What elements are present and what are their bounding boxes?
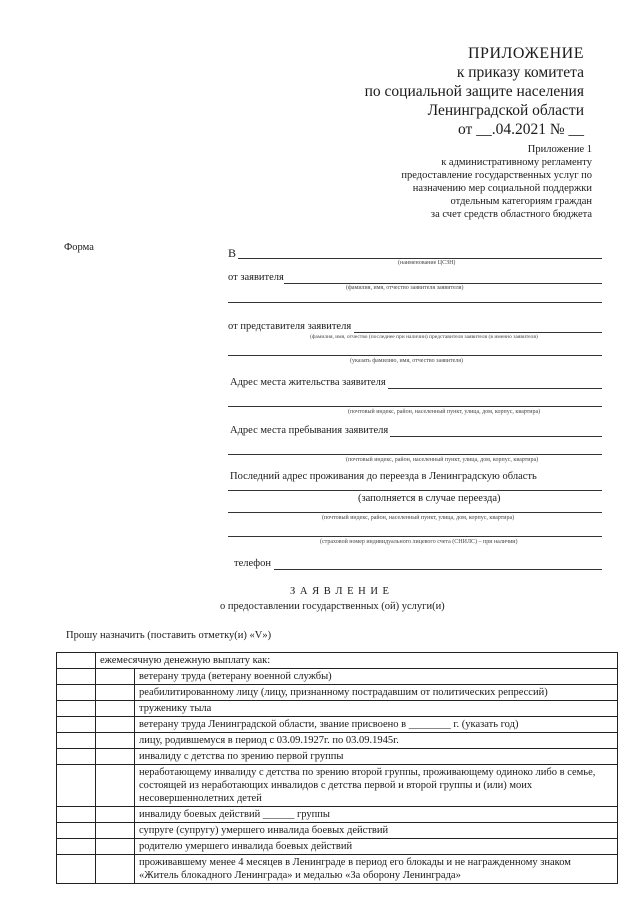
rep-field-line[interactable] <box>354 332 602 333</box>
checkbox-cell <box>57 685 96 701</box>
form-label: Форма <box>64 242 94 253</box>
checkbox-cell[interactable] <box>57 653 96 669</box>
checkbox-cell <box>57 855 96 884</box>
phone-label: телефон <box>234 558 271 569</box>
stay-caption: (почтовый индекс, район, населенный пункт, улица, дом, корпус, квартира) <box>346 457 539 463</box>
annex-line-1: к приказу комитета <box>456 64 584 81</box>
checkbox-cell <box>57 807 96 823</box>
appendix-line-3: предоставление государственных услуг по <box>401 170 592 181</box>
checkbox-cell <box>57 749 96 765</box>
residence-field-line[interactable] <box>388 388 602 389</box>
table-row <box>57 839 618 855</box>
snils-field-line[interactable] <box>228 536 602 537</box>
checkbox-cell[interactable] <box>96 669 135 685</box>
rep-caption: (фамилия, имя, отчество (последнее при наличии) представителя заявителя (в именно заявителя) <box>310 334 538 340</box>
checkbox-cell[interactable] <box>96 685 135 701</box>
checkbox-cell[interactable] <box>96 855 135 884</box>
checkbox-cell <box>57 733 96 749</box>
checkbox-cell[interactable] <box>96 701 135 717</box>
applicant-label: от заявителя <box>228 272 284 283</box>
stay-field-line[interactable] <box>390 436 602 437</box>
appendix-line-1: Приложение 1 <box>527 144 592 155</box>
checkbox-cell <box>57 823 96 839</box>
table-row <box>57 701 618 717</box>
stay-label: Адрес места пребывания заявителя <box>230 425 389 436</box>
table-top-row: ежемесячную денежную выплату как: <box>96 653 618 669</box>
annex-title: ПРИЛОЖЕНИЕ <box>467 45 584 62</box>
checkbox-cell[interactable] <box>96 807 135 823</box>
appendix-line-4: назначению мер социальной поддержки <box>412 183 592 194</box>
phone-field-line[interactable] <box>274 569 602 570</box>
checkbox-cell[interactable] <box>96 823 135 839</box>
checkbox-cell[interactable] <box>96 749 135 765</box>
annex-header <box>365 44 584 139</box>
appendix-line-5: отдельным категориям граждан <box>450 196 592 207</box>
appendix-line-6: за счет средств областного бюджета <box>430 209 592 220</box>
option-label: инвалиду с детства по зрению первой группы <box>135 749 618 765</box>
option-label: труженику тыла <box>135 701 618 717</box>
table-row <box>57 765 618 807</box>
checkbox-cell <box>57 669 96 685</box>
last-addr-note: (заполняется в случае переезда) <box>358 493 501 504</box>
option-label: ветерану труда (ветерану военной службы) <box>135 669 618 685</box>
last-addr-caption: (почтовый индекс, район, населенный пункт, улица, дом, корпус, квартира) <box>322 515 515 521</box>
option-label: проживавшему менее 4 месяцев в Ленинграде в период его блокады и не награжденному знаком «Житель блокадного Ленинграда» и медалью «За оборону Ленинграда» <box>135 855 618 884</box>
rep-label: от представителя заявителя <box>228 321 352 332</box>
checkbox-cell <box>57 765 96 807</box>
table-row <box>57 807 618 823</box>
table-row <box>57 653 618 669</box>
appendix-block <box>401 143 592 221</box>
checkbox-cell[interactable] <box>96 839 135 855</box>
table-row <box>57 749 618 765</box>
checkbox-cell[interactable] <box>96 717 135 733</box>
last-addr-label: Последний адрес проживания до переезда в Ленинградскую область <box>230 471 537 482</box>
checkbox-cell[interactable] <box>96 765 135 807</box>
annex-line-3: Ленинградской области <box>427 102 584 119</box>
option-label: реабилитированному лицу (лицу, признанному пострадавшим от политических репрессий) <box>135 685 618 701</box>
checkbox-cell <box>57 701 96 717</box>
applicant-field-line[interactable] <box>284 283 602 284</box>
table-row <box>57 669 618 685</box>
snils-caption: (страховой номер индивидуального лицевого счета (СНИЛС) – при наличии) <box>320 539 518 545</box>
option-label: неработающему инвалиду с детства по зрению второй группы, проживающему одиноко либо в семье, состоящей из неработающих инвалидов с детства первой и второй группы и (или) моих несовершеннолетних детей <box>135 765 618 807</box>
statement-request: Прошу назначить (поставить отметку(и) «V») <box>66 630 272 641</box>
option-label: супруге (супругу) умершего инвалида боевых действий <box>135 823 618 839</box>
table-row <box>57 733 618 749</box>
option-label: лицу, родившемуся в период с 03.09.1927г. по 03.09.1945г. <box>135 733 618 749</box>
residence-field-line-2[interactable] <box>228 406 602 407</box>
rep-caption-2: (указать фамилию, имя, отчество заявителя) <box>350 358 464 364</box>
residence-caption: (почтовый индекс, район, населенный пункт, улица, дом, корпус, квартира) <box>348 409 541 415</box>
statement-title: З А Я В Л Е Н И Е <box>290 586 390 597</box>
table-row <box>57 855 618 884</box>
to-field-line[interactable] <box>238 258 602 259</box>
table-row <box>57 717 618 733</box>
statement-subtitle: о предоставлении государственных (ой) услуги(и) <box>220 601 445 612</box>
table-row <box>57 685 618 701</box>
residence-label: Адрес места жительства заявителя <box>230 377 386 388</box>
to-caption: (наименование ЦСЗН) <box>398 260 456 266</box>
checkbox-cell <box>57 839 96 855</box>
appendix-line-2: к административному регламенту <box>441 157 592 168</box>
option-label: ветерану труда Ленинградской области, звание присвоено в ________ г. (указать год) <box>135 717 618 733</box>
table-row <box>57 823 618 839</box>
benefit-options-table <box>56 652 618 884</box>
annex-line-4: от __.04.2021 № __ <box>458 121 584 138</box>
checkbox-cell[interactable] <box>96 733 135 749</box>
to-prefix: В <box>228 246 237 260</box>
applicant-caption: (фамилия, имя, отчество заявителя заявителя) <box>346 285 464 291</box>
last-addr-field-line[interactable] <box>228 490 602 491</box>
rep-field-line-2[interactable] <box>228 355 602 356</box>
applicant-field-line-2[interactable] <box>228 302 602 303</box>
last-addr-field-line-2[interactable] <box>228 512 602 513</box>
option-label: инвалиду боевых действий ______ группы <box>135 807 618 823</box>
option-label: родителю умершего инвалида боевых действий <box>135 839 618 855</box>
stay-field-line-2[interactable] <box>228 454 602 455</box>
annex-line-2: по социальной защите населения <box>364 83 584 100</box>
checkbox-cell <box>57 717 96 733</box>
